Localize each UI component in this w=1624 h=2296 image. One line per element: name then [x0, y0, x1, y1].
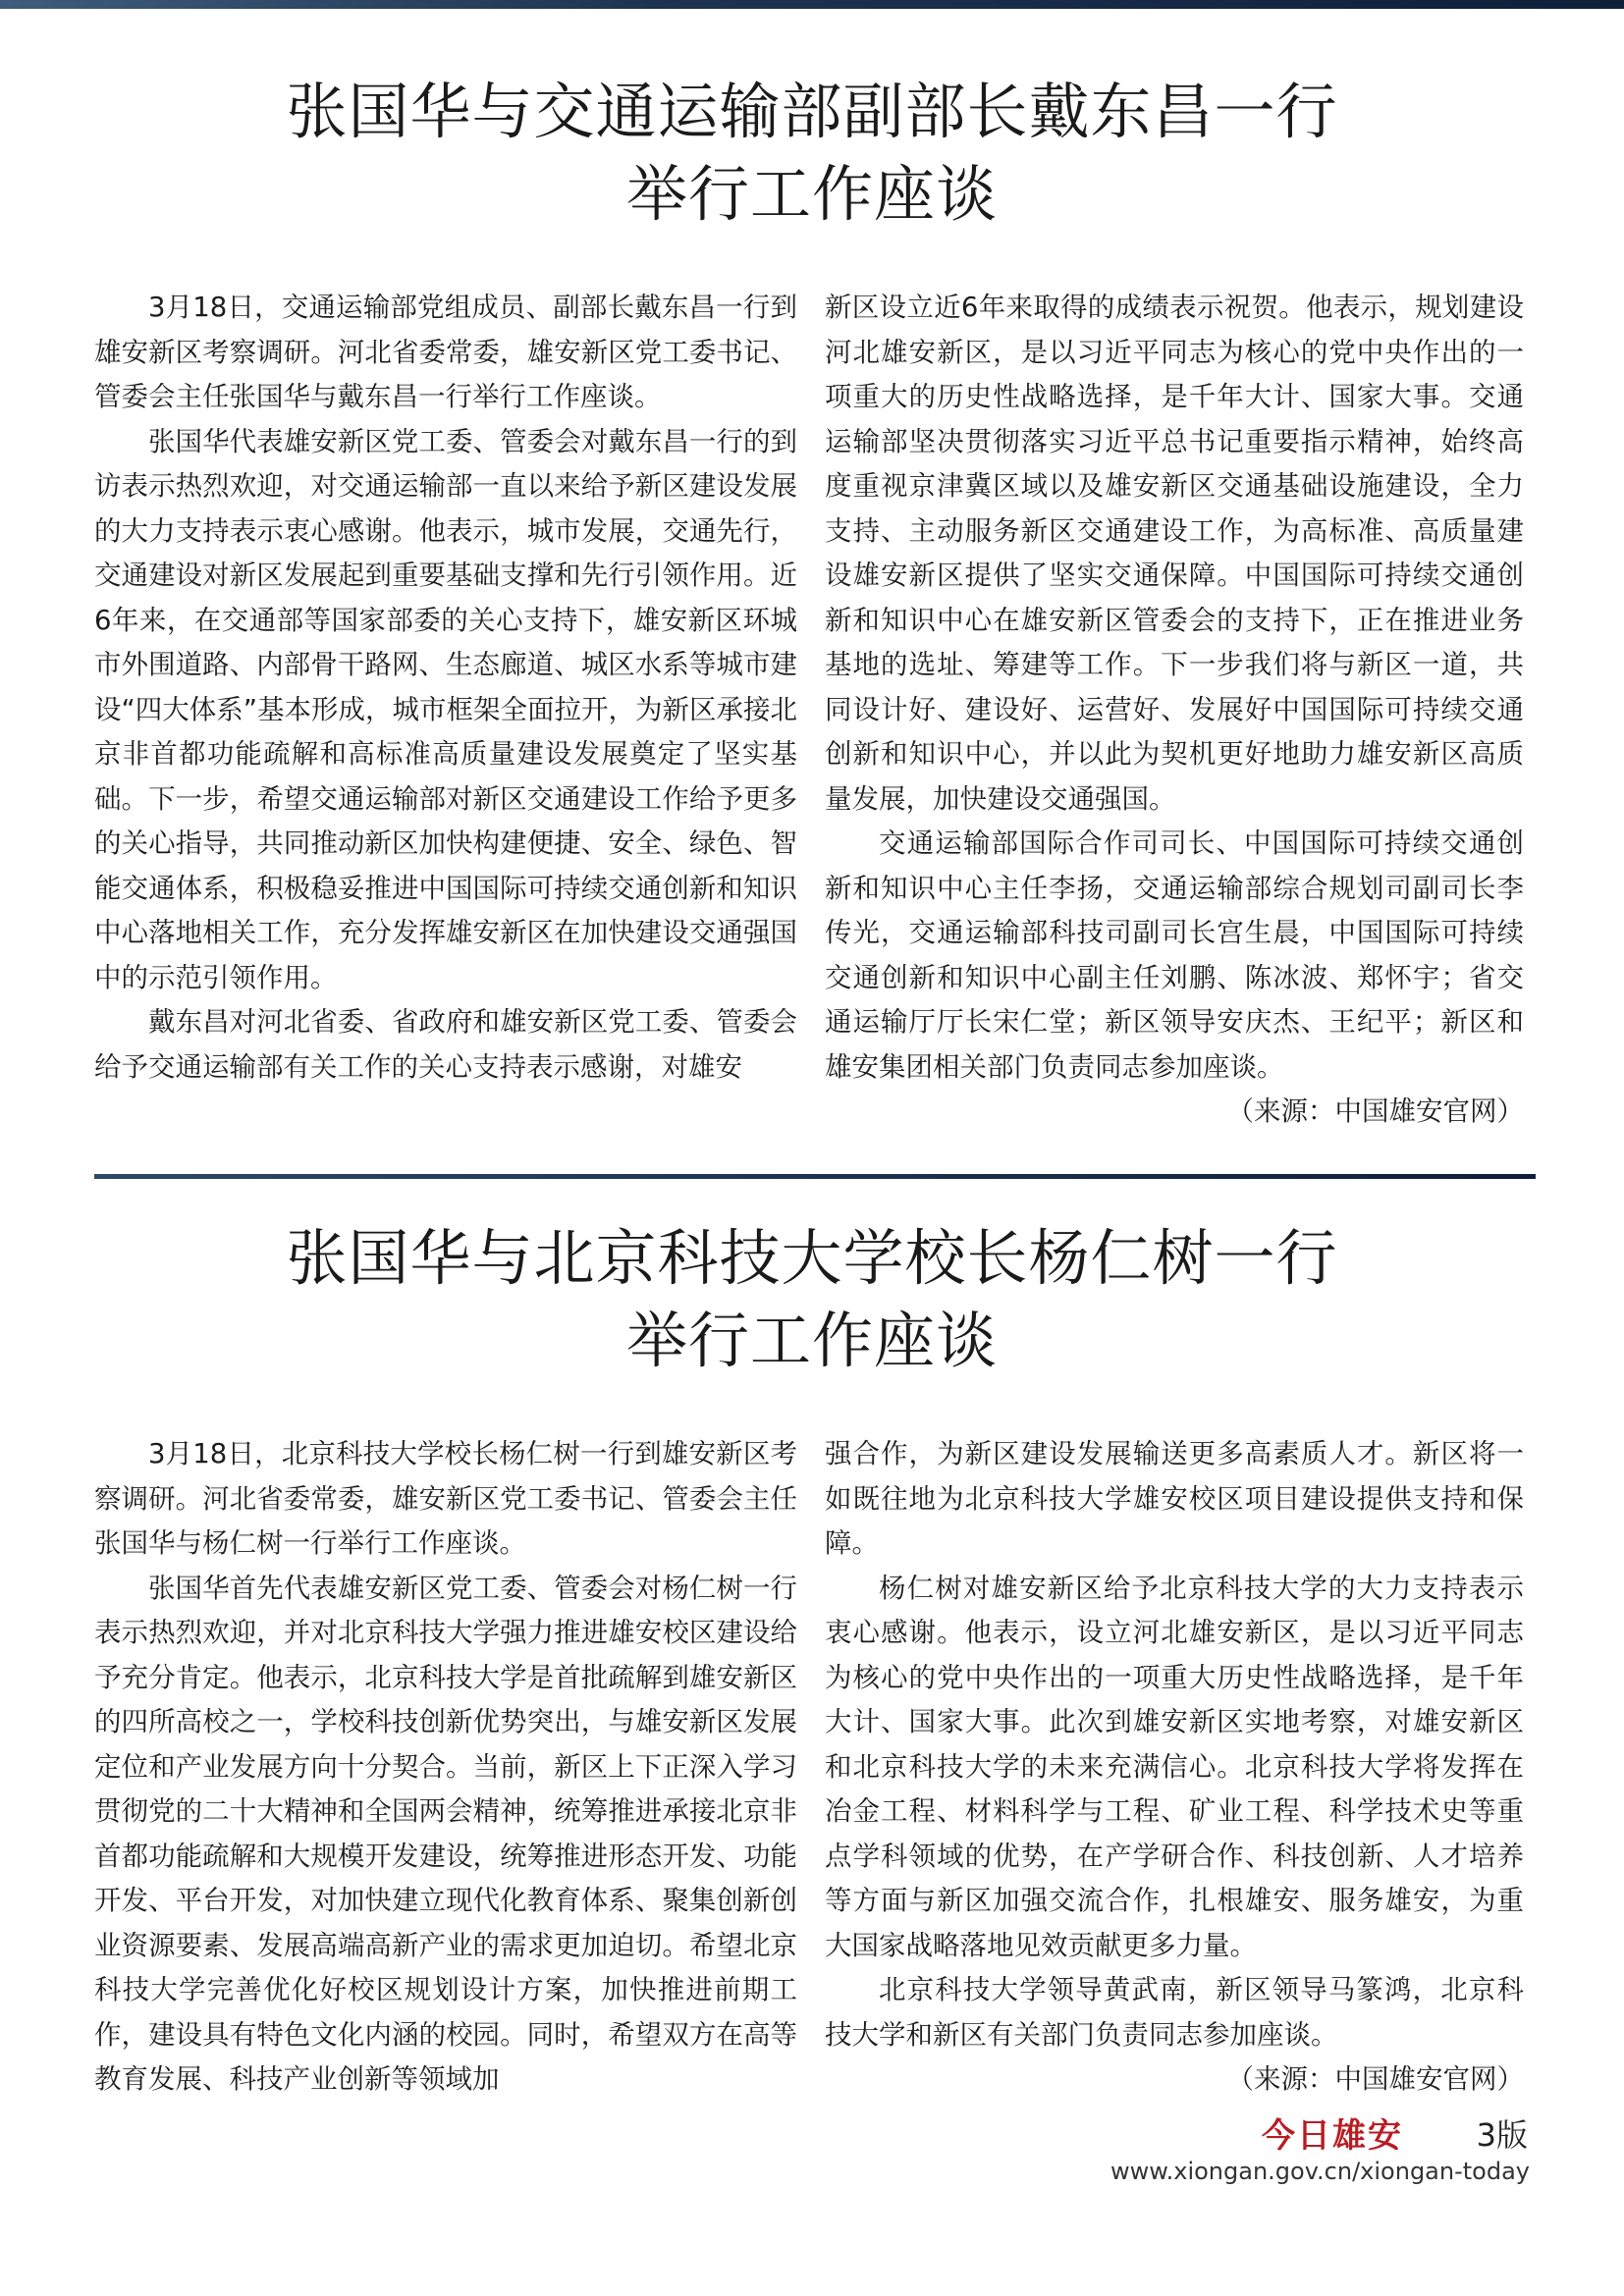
article1-paragraph-text: 交通运输部国际合作司司长、中国国际可持续交通创新和知识中心主任李扬，交通运输部综合规划司副司长李传光，交通运输部科技司副司长宫生晨，中国国际可持续交通创新和知识中心副主任刘鹏、陈冰波、郑怀宇；省交通运输厅厅长宋仁堂；新区领导安庆杰、王纪平；新区和雄安集团相关部门负责同志参加座谈。 — [825, 828, 1524, 1083]
top-decor-bar — [0, 0, 1624, 9]
publication-logo: 今日雄安 — [1262, 2116, 1403, 2156]
article2-paragraph: 3月18日，北京科技大学校长杨仁树一行到雄安新区考察调研。河北省委常委，雄安新区党工委书记、管委会主任张国华与杨仁树一行举行工作座谈。 — [94, 1438, 797, 1559]
article1-left-column — [94, 286, 797, 1090]
website-url: www.xiongan.gov.cn/xiongan-today — [1110, 2158, 1530, 2185]
article2-paragraph: 杨仁树对雄安新区给予北京科技大学的大力支持表示衷心感谢。他表示，设立河北雄安新区，是以习近平同志为核心的党中央作出的一项重大历史性战略选择，是千年大计、国家大事。此次到雄安新区实地考察，对雄安新区和北京科技大学的未来充满信心。北京科技大学将发挥在冶金工程、材料科学与工程、矿业工程、科学技术史等重点学科领域的优势，在产学研合作、科技创新、人才培养等方面与新区加强交流合作，扎根雄安、服务雄安，为重大国家战略落地见效贡献更多力量。 — [825, 1572, 1524, 1961]
article1-title-line2: 举行工作座谈 — [625, 158, 998, 230]
article1-paragraph: 张国华代表雄安新区党工委、管委会对戴东昌一行的到访表示热烈欢迎，对交通运输部一直以来给予新区建设发展的大力支持表示衷心感谢。他表示，城市发展，交通先行，交通建设对新区发展起到重要基础支撑和先行引领作用。近6年来，在交通部等国家部委的关心支持下，雄安新区环城市外围道路、内部骨干路网、生态廊道、城区水系等城市建设“四大体系”基本形成，城市框架全面拉开，为新区承接北京非首都功能疏解和高标准高质量建设发展奠定了坚实基础。下一步，希望交通运输部对新区交通建设工作给予更多的关心指导，共同推动新区加快构建便捷、安全、绿色、智能交通体系，积极稳妥推进中国国际可持续交通创新和知识中心落地相关工作，充分发挥雄安新区在加快建设交通强国中的示范引领作用。 — [94, 425, 797, 993]
article2-right-column — [825, 1432, 1524, 2103]
article2-title-line1: 张国华与北京科技大学校长杨仁树一行 — [286, 1222, 1338, 1294]
article1-paragraph: 戴东昌对河北省委、省政府和雄安新区党工委、管委会给予交通运输部有关工作的关心支持表示感谢，对雄安 — [94, 1006, 797, 1083]
article1-headline — [0, 71, 1624, 236]
article1-paragraph — [825, 822, 1524, 1127]
article2-paragraph: 强合作，为新区建设发展输送更多高素质人才。新区将一如既往地为北京科技大学雄安校区项目建设提供支持和保障。 — [825, 1438, 1524, 1559]
article1-source: （来源：中国雄安官网） — [1226, 1095, 1524, 1127]
article2-title-line2: 举行工作座谈 — [625, 1305, 998, 1376]
article1-right-column — [825, 286, 1524, 1135]
section-divider — [94, 1174, 1536, 1179]
article2-source: （来源：中国雄安官网） — [1226, 2063, 1524, 2095]
article2-headline — [0, 1217, 1624, 1382]
article1-paragraph: 3月18日，交通运输部党组成员、副部长戴东昌一行到雄安新区考察调研。河北省委常委，雄安新区党工委书记、管委会主任张国华与戴东昌一行举行工作座谈。 — [94, 292, 797, 412]
article2-paragraph: 张国华首先代表雄安新区党工委、管委会对杨仁树一行表示热烈欢迎，并对北京科技大学强力推进雄安校区建设给予充分肯定。他表示，北京科技大学是首批疏解到雄安新区的四所高校之一，学校科技创新优势突出，与雄安新区发展定位和产业发展方向十分契合。当前，新区上下正深入学习贯彻党的二十大精神和全国两会精神，统筹推进承接北京非首都功能疏解和大规模开发建设，统筹推进形态开发、功能开发、平台开发，对加快建立现代化教育体系、聚集创新创业资源要素、发展高端高新产业的需求更加迫切。希望北京科技大学完善优化好校区规划设计方案，加快推进前期工作，建设具有特色文化内涵的校园。同时，希望双方在高等教育发展、科技产业创新等领域加 — [94, 1572, 797, 2095]
page-number: 3版 — [1476, 2116, 1528, 2154]
article2-left-column — [94, 1432, 797, 2103]
article2-paragraph: 北京科技大学领导黄武南，新区领导马篆鸿，北京科技大学和新区有关部门负责同志参加座谈。 — [825, 1974, 1524, 2051]
article1-paragraph: 新区设立近6年来取得的成绩表示祝贺。他表示，规划建设河北雄安新区，是以习近平同志为核心的党中央作出的一项重大的历史性战略选择，是千年大计、国家大事。交通运输部坚决贯彻落实习近平总书记重要指示精神，始终高度重视京津冀区域以及雄安新区交通基础设施建设，全力支持、主动服务新区交通建设工作，为高标准、高质量建设雄安新区提供了坚实交通保障。中国国际可持续交通创新和知识中心在雄安新区管委会的支持下，正在推进业务基地的选址、筹建等工作。下一步我们将与新区一道，共同设计好、建设好、运营好、发展好中国国际可持续交通创新和知识中心，并以此为契机更好地助力雄安新区高质量发展，加快建设交通强国。 — [825, 292, 1524, 815]
article1-title-line1: 张国华与交通运输部副部长戴东昌一行 — [286, 76, 1338, 147]
